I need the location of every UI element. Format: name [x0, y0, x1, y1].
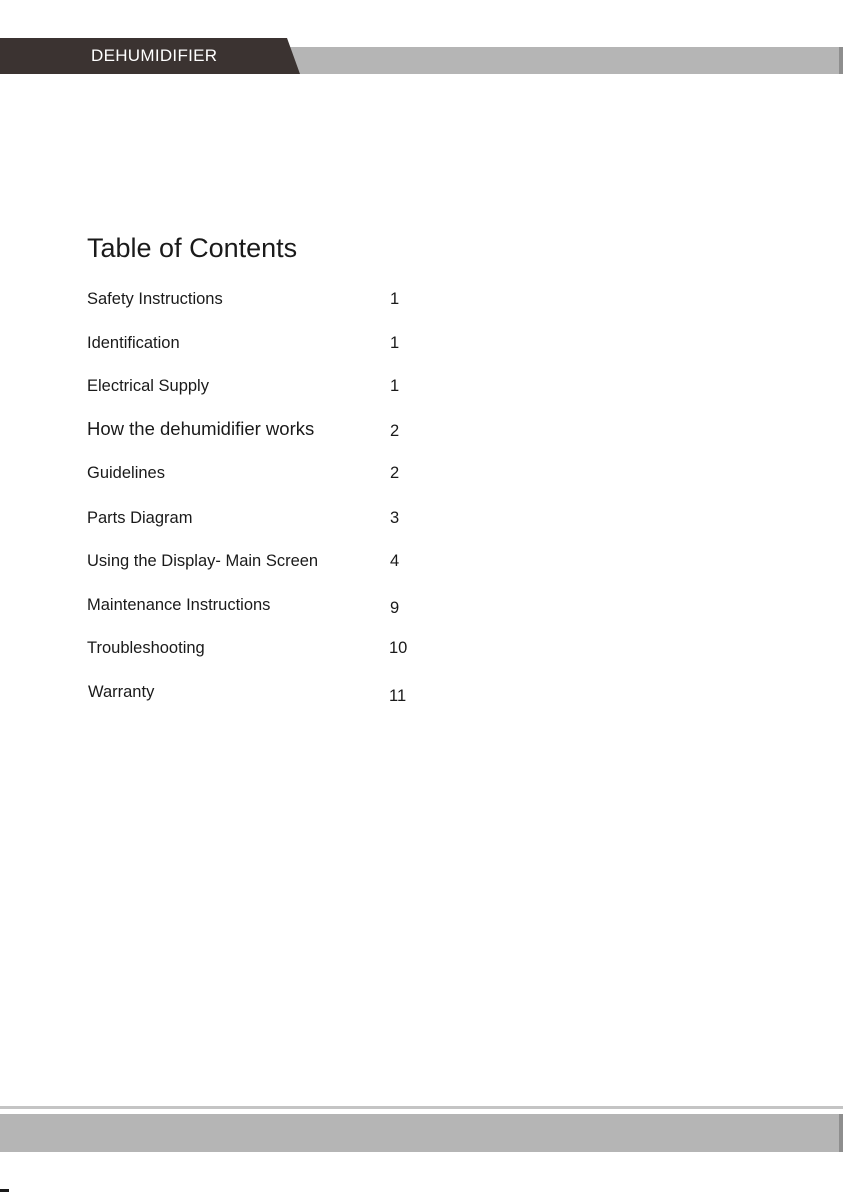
toc-entry-page: 11	[389, 687, 407, 705]
toc-entry-label: How the dehumidifier works	[87, 418, 315, 439]
toc-entry-page: 1	[390, 377, 400, 395]
toc-entry-label: Electrical Supply	[87, 377, 209, 395]
toc-entry-label: Troubleshooting	[87, 639, 205, 657]
toc-entry-identification	[87, 332, 427, 356]
toc-entry-guidelines	[87, 462, 427, 486]
toc-entry-how-dehumidifier-works	[87, 418, 427, 442]
toc-entry-label: Parts Diagram	[87, 509, 193, 527]
toc-entry-using-display	[87, 550, 427, 574]
toc-entry-warranty	[87, 681, 427, 705]
toc-entry-page: 2	[390, 464, 400, 482]
toc-entry-page: 3	[390, 509, 400, 527]
toc-entry-label: Maintenance Instructions	[87, 596, 271, 614]
toc-heading: Table of Contents	[87, 233, 298, 263]
toc-entry-page: 10	[389, 639, 408, 657]
toc-entry-page: 1	[390, 334, 400, 352]
footer-edge-mark	[839, 1114, 843, 1152]
footer-rule	[0, 1106, 843, 1109]
toc-entry-label: Warranty	[88, 683, 155, 701]
toc-entry-parts-diagram	[87, 507, 427, 531]
toc-entry-troubleshooting	[87, 637, 427, 661]
toc-entry-maintenance	[87, 594, 427, 618]
toc-entry-label: Guidelines	[87, 464, 165, 482]
toc-entry-page: 9	[390, 599, 400, 617]
footer-bar	[0, 1114, 843, 1152]
toc-entry-page: 1	[390, 290, 400, 308]
toc-entry-safety-instructions	[87, 288, 427, 312]
toc-entry-page: 4	[390, 552, 400, 570]
toc-entry-electrical-supply	[87, 375, 427, 399]
toc-entry-label: Identification	[87, 334, 180, 352]
toc-entry-label: Using the Display- Main Screen	[87, 552, 319, 570]
toc-entry-page: 2	[390, 422, 400, 440]
toc-entry-label: Safety Instructions	[87, 290, 223, 308]
header-title: DEHUMIDIFIER	[91, 46, 218, 65]
